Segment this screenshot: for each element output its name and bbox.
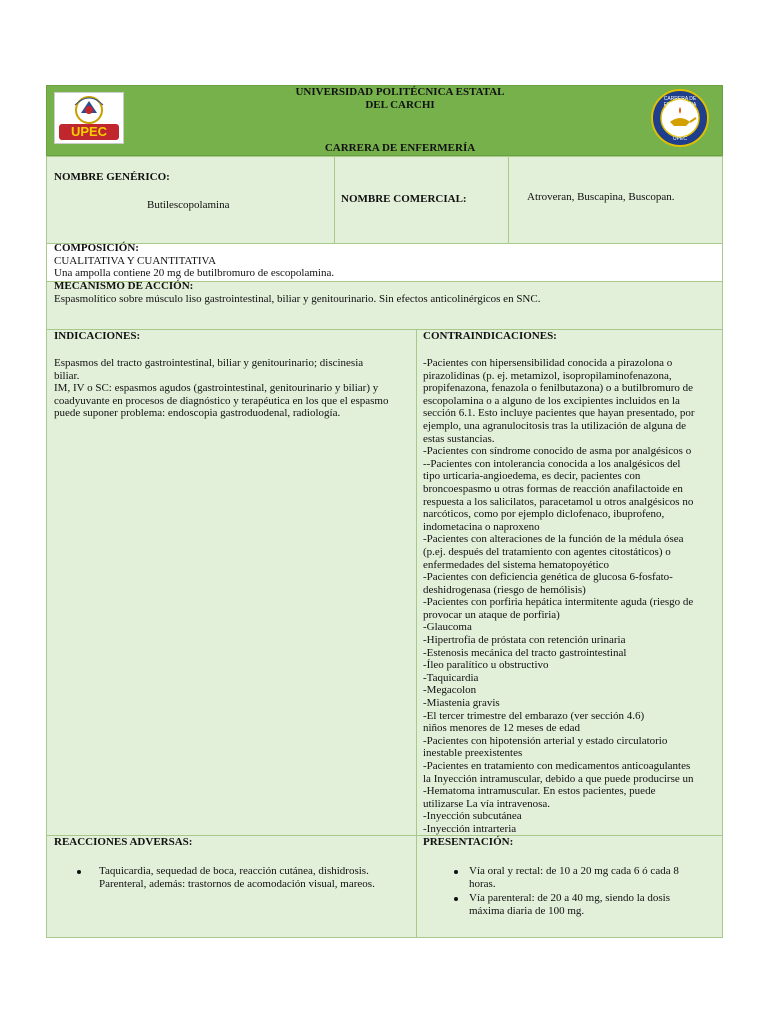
indications-label: INDICACIONES: bbox=[54, 330, 141, 342]
presentation-line: Vía oral y rectal: de 10 a 20 mg cada 6 ó cada 8 bbox=[469, 865, 679, 877]
presentation-cell bbox=[416, 835, 723, 938]
indications-line: Espasmos del tracto gastrointestinal, biliar y genitourinario; discinesia bbox=[54, 357, 364, 369]
adverse-reactions-label: REACCIONES ADVERSAS: bbox=[54, 836, 193, 848]
contraindications-line: -El tercer trimestre del embarazo (ver sección 4.6) bbox=[423, 709, 645, 722]
adverse-reactions-line: Parenteral, además: trastornos de acomodación visual, mareos. bbox=[99, 878, 375, 890]
presentation-line: Vía parenteral: de 20 a 40 mg, siendo la dosis bbox=[469, 892, 671, 904]
indications-line: coadyuvante en procesos de diagnóstico y terapéutica en los que el espasmo bbox=[54, 394, 389, 407]
contraindications-line: pirazolidinas (p. ej. metamizol, isopropilaminofenazona, bbox=[423, 369, 672, 382]
contraindications-label: CONTRAINDICACIONES: bbox=[423, 330, 557, 342]
contraindications-line: sección 6.1. Esto incluye pacientes que hayan presentado, por bbox=[423, 407, 695, 420]
contraindications-line: -Miastenia gravis bbox=[423, 697, 500, 710]
presentation-label: PRESENTACIÓN: bbox=[423, 836, 514, 848]
contraindications-line: provocar un ataque de porfiria) bbox=[423, 608, 560, 621]
contraindications-line: respuesta a los salicilatos, paracetamol u otros analgésicos no bbox=[423, 495, 694, 508]
indications-line: puede suponer problema: endoscopia gastroduodenal, radiología. bbox=[54, 407, 341, 420]
nursing-logo-text: CARRERA DE ENFERMERIA bbox=[663, 96, 697, 108]
bullet-icon bbox=[77, 870, 81, 874]
contraindications-line: niños menores de 12 meses de edad bbox=[423, 722, 581, 735]
commercial-name-value: Atroveran, Buscapina, Buscopan. bbox=[527, 191, 675, 203]
indications-line: biliar. bbox=[54, 369, 80, 382]
contraindications-line: broncoespasmo u otras formas de reacción anafilactoide en bbox=[423, 482, 683, 495]
contraindications-line: -Pacientes con alteraciones de la función de la médula ósea bbox=[423, 533, 684, 546]
mechanism-label: MECANISMO DE ACCIÓN: bbox=[54, 280, 194, 292]
upec-logo-text: UPEC bbox=[59, 124, 119, 140]
contraindications-line: -Inyección subcutánea bbox=[423, 810, 522, 823]
indications-line: IM, IV o SC: espasmos agudos (gastrointestinal, genitourinario y biliar) y bbox=[54, 382, 379, 395]
mechanism-text: Espasmolítico sobre músculo liso gastrointestinal, biliar y genitourinario. Sin efectos anticolinérgicos en SNC. bbox=[54, 293, 541, 305]
composition-sublabel: CUALITATIVA Y CUANTITATIVA bbox=[54, 255, 217, 267]
contraindications-line: -Glaucoma bbox=[423, 621, 472, 634]
contraindications-line: -Pacientes en tratamiento con medicamentos anticoagulantes bbox=[423, 760, 691, 772]
generic-name-value: Butilescopolamina bbox=[147, 199, 230, 211]
contraindications-line: inestable preexistentes bbox=[423, 747, 523, 760]
generic-name-label: NOMBRE GENÉRICO: bbox=[54, 171, 170, 183]
contraindications-line: la Inyección intramuscular, debido a que puede producirse un bbox=[423, 772, 694, 785]
bullet-icon bbox=[454, 897, 458, 901]
contraindications-line: -Hematoma intramuscular. En estos pacientes, puede bbox=[423, 785, 656, 798]
university-title-line1: UNIVERSIDAD POLITÉCNICA ESTATAL bbox=[295, 86, 505, 98]
contraindications-line: -Íleo paralítico u obstructivo bbox=[423, 659, 549, 672]
composition-text: Una ampolla contiene 20 mg de butilbromuro de escopolamina. bbox=[54, 267, 335, 279]
career-title: CARRERA DE ENFERMERÍA bbox=[324, 142, 476, 154]
contraindications-line: deshidrogenasa (riesgo de hemólisis) bbox=[423, 583, 586, 596]
contraindications-line: (p.ej. después del tratamiento con agentes citostáticos) o bbox=[423, 545, 671, 558]
university-title-line2: DEL CARCHI bbox=[365, 99, 435, 111]
contraindications-line: utilizarse La vía intravenosa. bbox=[423, 797, 551, 810]
contraindications-text bbox=[423, 357, 719, 836]
contraindications-line: ejemplo, una agranulocitosis tras la utilización de alguna de bbox=[423, 419, 686, 432]
contraindications-line: tipo urticaria-angioedema, es decir, pacientes con bbox=[423, 470, 641, 483]
contraindications-line: -Hipertrofia de próstata con retención urinaria bbox=[423, 634, 626, 647]
composition-label: COMPOSICIÓN: bbox=[54, 242, 139, 254]
bullet-icon bbox=[454, 870, 458, 874]
contraindications-line: -Megacolon bbox=[423, 684, 477, 697]
nursing-logo bbox=[650, 88, 710, 148]
contraindications-line: indometacina o naproxeno bbox=[423, 520, 540, 533]
presentation-line: máxima diaria de 100 mg. bbox=[469, 905, 585, 917]
contraindications-line: estas sustancias. bbox=[423, 432, 495, 445]
contraindications-line: narcóticos, como por ejemplo diclofenaco, ibuprofeno, bbox=[423, 508, 665, 521]
commercial-name-label: NOMBRE COMERCIAL: bbox=[341, 193, 467, 205]
contraindications-line: -Pacientes con síndrome conocido de asma por analgésicos o bbox=[423, 445, 692, 458]
contraindications-line: -Pacientes con hipotensión arterial y estado circulatorio bbox=[423, 734, 668, 747]
contraindications-line: propifenazona, fenazola o fenilbutazona) o a butilbromuro de bbox=[423, 382, 693, 395]
contraindications-line: escopolamina o a alguno de los excipientes incluidos en la bbox=[423, 394, 680, 407]
contraindications-line: enfermedades del sistema hematopoyético bbox=[423, 558, 610, 571]
contraindications-line: -Pacientes con porfiria hepática intermitente aguda (riesgo de bbox=[423, 596, 694, 609]
contraindications-line: --Pacientes con intolerancia conocida a los analgésicos del bbox=[423, 457, 681, 470]
indications-text bbox=[54, 357, 388, 420]
upec-logo bbox=[54, 92, 124, 144]
contraindications-line: -Estenosis mecánica del tracto gastrointestinal bbox=[423, 646, 627, 659]
contraindications-line: -Pacientes con hipersensibilidad conocida a pirazolona o bbox=[423, 357, 673, 369]
contraindications-line: -Pacientes con deficiencia genética de glucosa 6-fosfato- bbox=[423, 571, 673, 584]
contraindications-line: -Taquicardia bbox=[423, 671, 479, 684]
presentation-line: horas. bbox=[469, 878, 496, 890]
contraindications-line: -Inyección intrarteria bbox=[423, 822, 517, 835]
nursing-logo-sub: UPEC bbox=[673, 136, 687, 142]
adverse-reactions-line: Taquicardia, sequedad de boca, reacción cutánea, dishidrosis. bbox=[99, 865, 369, 877]
